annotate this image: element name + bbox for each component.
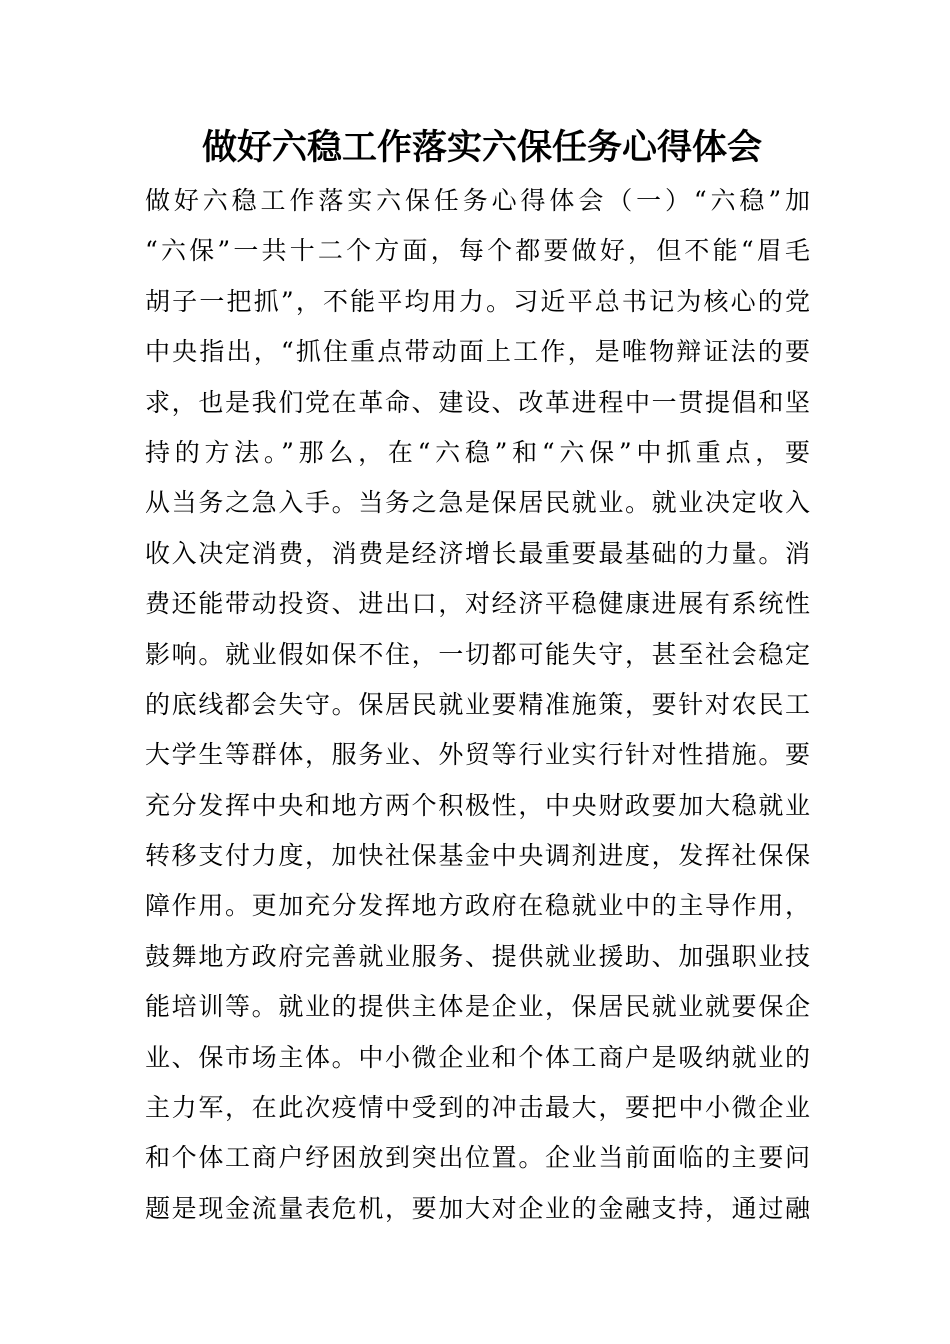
document-title <box>0 118 950 178</box>
body-line: 持的方法。”那么，在“六稳”和“六保”中抓重点，要 <box>145 437 810 467</box>
body-line: 胡子一把抓”，不能平均用力。习近平总书记为核心的党 <box>145 286 810 316</box>
body-line: 中央指出，“抓住重点带动面上工作，是唯物辩证法的要 <box>145 337 810 367</box>
body-line: 能培训等。就业的提供主体是企业，保居民就业就要保企 <box>145 992 810 1022</box>
document-body <box>145 176 810 1234</box>
body-line: 题是现金流量表危机，要加大对企业的金融支持，通过融 <box>145 1193 810 1223</box>
body-line: 转移支付力度，加快社保基金中央调剂进度，发挥社保保 <box>145 841 810 871</box>
body-line: 费还能带动投资、进出口，对经济平稳健康进展有系统性 <box>145 589 810 619</box>
body-line: 和个体工商户纾困放到突出位置。企业当前面临的主要问 <box>145 1143 810 1173</box>
document-title-text: 做好六稳工作落实六保任务心得体会 <box>201 128 762 168</box>
body-line: 大学生等群体，服务业、外贸等行业实行针对性措施。要 <box>145 740 810 770</box>
body-line: 鼓舞地方政府完善就业服务、提供就业援助、加强职业技 <box>145 941 810 971</box>
body-line: 从当务之急入手。当务之急是保居民就业。就业决定收入 <box>145 488 810 518</box>
body-line: 的底线都会失守。保居民就业要精准施策，要针对农民工 <box>145 689 810 719</box>
body-line: 主力军，在此次疫情中受到的冲击最大，要把中小微企业 <box>145 1093 810 1123</box>
body-line: 充分发挥中央和地方两个积极性，中央财政要加大稳就业 <box>145 790 810 820</box>
body-line: 求，也是我们党在革命、建设、改革进程中一贯提倡和坚 <box>145 387 810 417</box>
body-line: 收入决定消费，消费是经济增长最重要最基础的力量。消 <box>145 538 810 568</box>
body-line: “六保”一共十二个方面，每个都要做好，但不能“眉毛 <box>145 236 810 266</box>
body-line: 影响。就业假如保不住，一切都可能失守，甚至社会稳定 <box>145 639 810 669</box>
body-line: 障作用。更加充分发挥地方政府在稳就业中的主导作用， <box>145 891 810 921</box>
body-line: 业、保市场主体。中小微企业和个体工商户是吸纳就业的 <box>145 1042 810 1072</box>
body-line: 做好六稳工作落实六保任务心得体会（一）“六稳”加 <box>145 186 810 215</box>
